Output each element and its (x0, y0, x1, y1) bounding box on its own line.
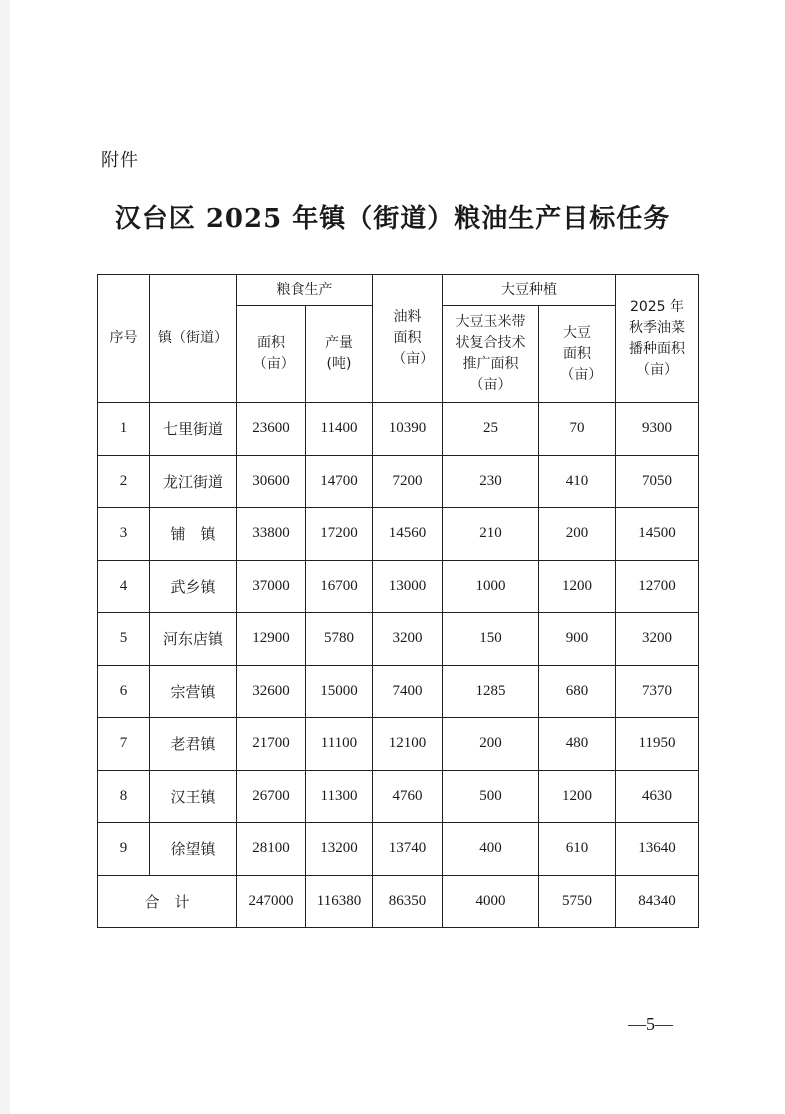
soy-corn-area-cell: 150 (443, 613, 539, 666)
rapeseed-area-cell: 7370 (616, 665, 699, 718)
rapeseed-area-cell: 14500 (616, 508, 699, 561)
table-row (98, 823, 699, 876)
grain-area-cell: 26700 (237, 770, 306, 823)
header-grain-output-text: 产量(吨) (325, 335, 353, 372)
seq-cell: 5 (98, 613, 150, 666)
grain-output-cell: 16700 (306, 560, 373, 613)
table-row (98, 508, 699, 561)
soy-corn-area-cell: 500 (443, 770, 539, 823)
seq-cell: 6 (98, 665, 150, 718)
total-oil-area: 86350 (373, 875, 443, 927)
soy-area-cell: 1200 (539, 770, 616, 823)
header-rapeseed-area (616, 275, 699, 403)
document-title: 汉台区 2025 年镇（街道）粮油生产目标任务 (114, 204, 671, 234)
total-grain-output: 116380 (306, 875, 373, 927)
rapeseed-area-cell: 4630 (616, 770, 699, 823)
soy-corn-area-cell: 25 (443, 403, 539, 456)
oil-area-cell: 10390 (373, 403, 443, 456)
rapeseed-area-cell: 3200 (616, 613, 699, 666)
grain-area-cell: 28100 (237, 823, 306, 876)
grain-output-cell: 14700 (306, 455, 373, 508)
grain-area-cell: 33800 (237, 508, 306, 561)
table-row (98, 560, 699, 613)
town-cell: 武乡镇 (150, 560, 237, 613)
rapeseed-area-cell: 9300 (616, 403, 699, 456)
seq-cell: 8 (98, 770, 150, 823)
header-seq: 序号 (98, 275, 150, 403)
rapeseed-area-cell: 13640 (616, 823, 699, 876)
total-row (98, 875, 699, 927)
grain-area-cell: 12900 (237, 613, 306, 666)
town-cell: 宗营镇 (150, 665, 237, 718)
soy-corn-area-cell: 200 (443, 718, 539, 771)
rapeseed-area-cell: 12700 (616, 560, 699, 613)
grain-output-cell: 5780 (306, 613, 373, 666)
page-number: —5— (628, 1014, 673, 1034)
production-target-table (97, 274, 699, 928)
seq-cell: 7 (98, 718, 150, 771)
soy-corn-area-cell: 1285 (443, 665, 539, 718)
oil-area-cell: 14560 (373, 508, 443, 561)
town-cell: 龙江街道 (150, 455, 237, 508)
soy-area-cell: 200 (539, 508, 616, 561)
page-edge-shadow (0, 0, 10, 1114)
grain-output-cell: 13200 (306, 823, 373, 876)
soy-area-cell: 1200 (539, 560, 616, 613)
total-rapeseed-area: 84340 (616, 875, 699, 927)
soy-corn-area-cell: 210 (443, 508, 539, 561)
grain-output-cell: 11400 (306, 403, 373, 456)
oil-area-cell: 13000 (373, 560, 443, 613)
table-row (98, 403, 699, 456)
header-oil-area-text: 油料面积（亩） (392, 309, 435, 367)
rapeseed-area-cell: 11950 (616, 718, 699, 771)
soy-area-cell: 70 (539, 403, 616, 456)
oil-area-cell: 3200 (373, 613, 443, 666)
soy-area-cell: 610 (539, 823, 616, 876)
town-cell: 铺 镇 (150, 508, 237, 561)
header-soy-area-text: 大豆面积（亩） (560, 324, 603, 383)
grain-area-cell: 37000 (237, 560, 306, 613)
grain-output-cell: 11100 (306, 718, 373, 771)
oil-area-cell: 12100 (373, 718, 443, 771)
header-soy-group: 大豆种植 (443, 275, 616, 306)
grain-area-cell: 32600 (237, 665, 306, 718)
header-soy-area (539, 306, 616, 403)
grain-output-cell: 15000 (306, 665, 373, 718)
town-cell: 老君镇 (150, 718, 237, 771)
total-soy-area: 5750 (539, 875, 616, 927)
soy-corn-area-cell: 400 (443, 823, 539, 876)
rapeseed-area-cell: 7050 (616, 455, 699, 508)
oil-area-cell: 13740 (373, 823, 443, 876)
oil-area-cell: 7200 (373, 455, 443, 508)
total-grain-area: 247000 (237, 875, 306, 927)
seq-cell: 1 (98, 403, 150, 456)
grain-area-cell: 21700 (237, 718, 306, 771)
header-soy-corn-area (443, 306, 539, 403)
grain-output-cell: 11300 (306, 770, 373, 823)
total-label: 合 计 (98, 875, 237, 927)
grain-area-cell: 30600 (237, 455, 306, 508)
soy-area-cell: 480 (539, 718, 616, 771)
header-town: 镇（街道） (150, 275, 237, 403)
table-row (98, 613, 699, 666)
table-row (98, 718, 699, 771)
soy-corn-area-cell: 230 (443, 455, 539, 508)
oil-area-cell: 4760 (373, 770, 443, 823)
seq-cell: 3 (98, 508, 150, 561)
soy-area-cell: 680 (539, 665, 616, 718)
header-soy-corn-area-text: 大豆玉米带状复合技术推广面积（亩） (455, 314, 526, 393)
seq-cell: 9 (98, 823, 150, 876)
table-row (98, 455, 699, 508)
attachment-label: 附件 (101, 150, 139, 171)
total-soy-corn-area: 4000 (443, 875, 539, 927)
soy-area-cell: 410 (539, 455, 616, 508)
header-grain-area-text: 面积（亩） (252, 335, 295, 372)
town-cell: 河东店镇 (150, 613, 237, 666)
town-cell: 徐望镇 (150, 823, 237, 876)
header-grain-area (237, 306, 306, 403)
table-row (98, 770, 699, 823)
header-grain-group: 粮食生产 (237, 275, 373, 306)
header-rapeseed-area-text: 2025 年秋季油菜播种面积（亩） (628, 298, 685, 378)
header-grain-output (306, 306, 373, 403)
grain-output-cell: 17200 (306, 508, 373, 561)
header-oil-area (373, 275, 443, 403)
seq-cell: 2 (98, 455, 150, 508)
seq-cell: 4 (98, 560, 150, 613)
soy-area-cell: 900 (539, 613, 616, 666)
town-cell: 汉王镇 (150, 770, 237, 823)
soy-corn-area-cell: 1000 (443, 560, 539, 613)
grain-area-cell: 23600 (237, 403, 306, 456)
table-row (98, 665, 699, 718)
oil-area-cell: 7400 (373, 665, 443, 718)
town-cell: 七里街道 (150, 403, 237, 456)
